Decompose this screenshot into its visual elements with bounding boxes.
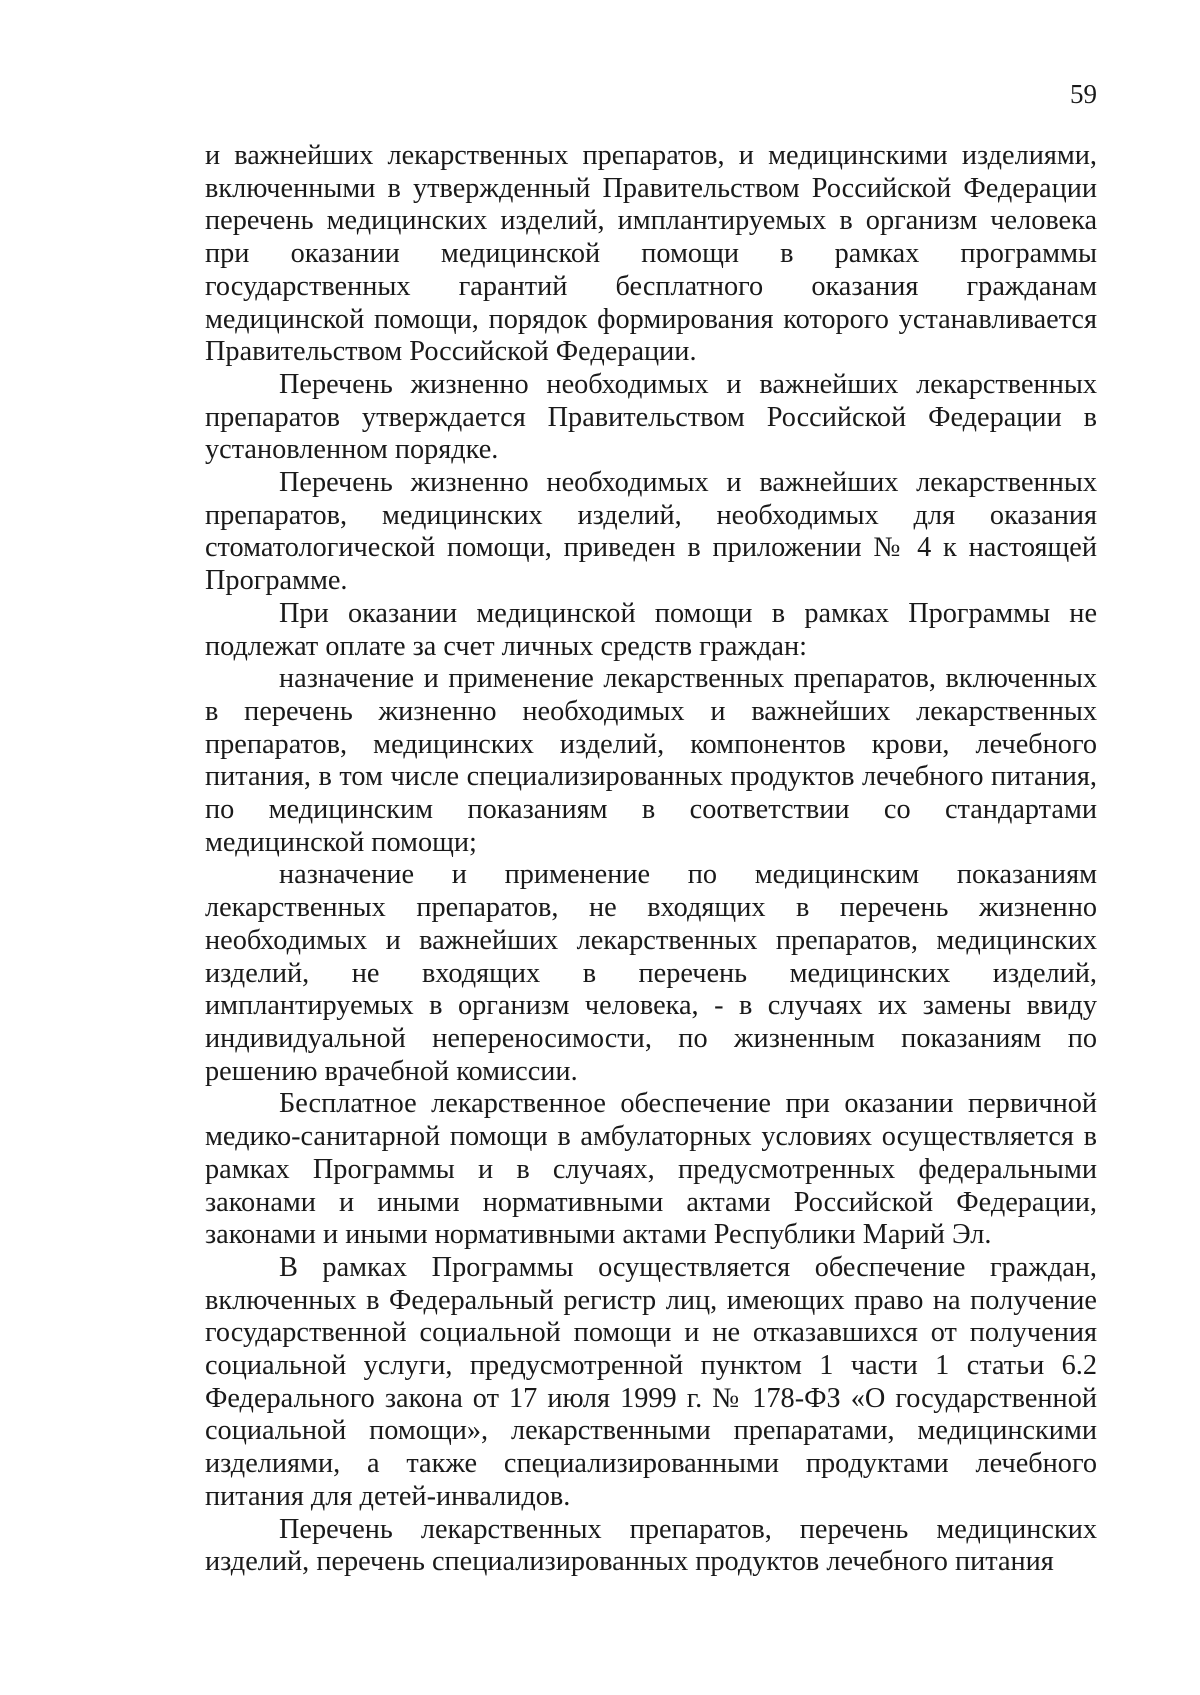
paragraph-free-drug-provision: Бесплатное лекарственное обеспечение при оказании первичной медико-санитарной помощи в амбулаторных условиях осуществляется в рамках Программы и в случаях, предусмотренных федеральными законами и иными нормативными актами Российской Федерации, законами и иными нормативными актами Республики Марий Эл. [205,1088,1097,1251]
paragraph-continuation: и важнейших лекарственных препаратов, и медицинскими изделиями, включенными в утвержденный Правительством Российской Федерации перечень медицинских изделий, имплантируемых в организм человека при оказании медицинской помощи в рамках программы государственных гарантий бесплатного оказания гражданам медицинской помощи, порядок формирования которого устанавливается Правительством Российской Федерации. [205,140,1097,368]
paragraph-lists-continued: Перечень лекарственных препаратов, перечень медицинских изделий, перечень специализированных продуктов лечебного питания [205,1513,1097,1578]
paragraph-federal-register: В рамках Программы осуществляется обеспечение граждан, включенных в Федеральный регистр лиц, имеющих право на получение государственной социальной помощи и не отказавшихся от получения социальной услуги, предусмотренной пунктом 1 части 1 статьи 6.2 Федерального закона от 17 июля 1999 г. № 178-ФЗ «О государственной социальной помощи», лекарственными препаратами, медицинскими изделиями, а также специализированными продуктами лечебного питания для детей-инвалидов. [205,1251,1097,1512]
list-item-prescription-standard: назначение и применение лекарственных препаратов, включенных в перечень жизненно необходимых и важнейших лекарственных препаратов, медицинских изделий, компонентов крови, лечебного питания, в том числе специализированных продуктов лечебного питания, по медицинским показаниям в соответствии со стандартами медицинской помощи; [205,663,1097,858]
page-number: 59 [1070,79,1097,109]
list-item-prescription-commission: назначение и применение по медицинским показаниям лекарственных препаратов, не входящих в перечень жизненно необходимых и важнейших лекарственных препаратов, медицинских изделий, не входящих в перечень медицинских изделий, имплантируемых в организм человека, - в случаях их замены ввиду индивидуальной непереносимости, по жизненным показаниям по решению врачебной комиссии. [205,859,1097,1087]
paragraph-not-payable-intro: При оказании медицинской помощи в рамках Программы не подлежат оплате за счет личных средств граждан: [205,597,1097,662]
paragraph-essential-drugs-list: Перечень жизненно необходимых и важнейших лекарственных препаратов утверждается Правительством Российской Федерации в установленном порядке. [205,368,1097,466]
paragraph-dental-list: Перечень жизненно необходимых и важнейших лекарственных препаратов, медицинских изделий, необходимых для оказания стоматологической помощи, приведен в приложении № 4 к настоящей Программе. [205,467,1097,597]
document-body [205,140,1097,1579]
